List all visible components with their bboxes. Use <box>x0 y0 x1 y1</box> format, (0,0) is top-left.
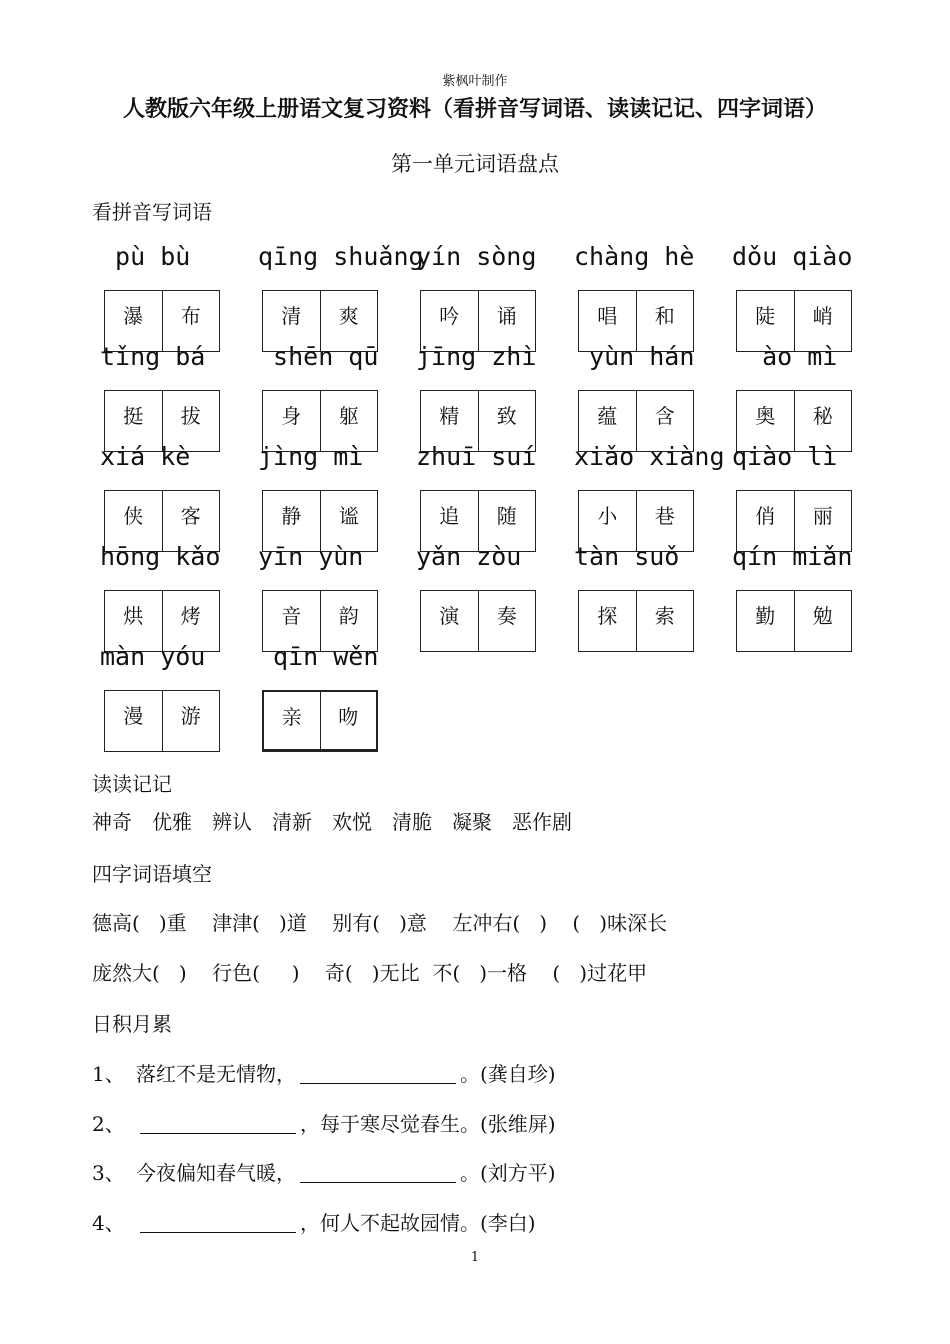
character-slot: 亲 <box>281 705 302 729</box>
reading-word: 神奇 <box>92 810 132 834</box>
character-slot: 勉 <box>794 591 852 651</box>
pinyin-word-cell <box>100 240 260 340</box>
pinyin-word-cell <box>416 340 576 440</box>
character-slot: 峭 <box>794 291 852 351</box>
character-slot: 挺 <box>123 404 144 428</box>
answer-blank[interactable] <box>140 1210 296 1233</box>
verse-item <box>92 1207 536 1236</box>
character-box[interactable] <box>104 690 220 752</box>
pinyin-word-cell <box>100 440 260 540</box>
pinyin-word-cell <box>732 540 892 640</box>
verse-before: 落红不是无情物， <box>136 1062 296 1086</box>
character-box[interactable] <box>736 590 852 652</box>
character-slot: 探 <box>597 604 618 628</box>
pinyin-word-cell <box>258 540 418 640</box>
character-slot: 俏 <box>755 504 776 528</box>
pinyin-word-cell <box>258 240 424 340</box>
character-slot: 布 <box>162 291 220 351</box>
pinyin-text: yǎn zòu <box>416 542 522 571</box>
character-slot: 谧 <box>320 491 378 551</box>
verse-number: 1、 <box>92 1062 125 1086</box>
character-slot: 爽 <box>320 291 378 351</box>
pinyin-text: zhuī suí <box>416 442 537 471</box>
verse-after: 。(龚自珍) <box>460 1062 556 1086</box>
pinyin-text: shēn qū <box>258 342 379 371</box>
character-slot: 随 <box>478 491 536 551</box>
character-slot: 和 <box>636 291 694 351</box>
pinyin-word-cell <box>732 340 892 440</box>
character-slot: 漫 <box>123 704 144 728</box>
reading-word: 优雅 <box>152 810 192 834</box>
reading-word: 清脆 <box>392 810 432 834</box>
reading-word: 清新 <box>272 810 312 834</box>
pinyin-word-cell <box>100 540 260 640</box>
verse-item <box>92 1058 556 1087</box>
pinyin-text: xiá kè <box>100 442 191 471</box>
pinyin-grid <box>100 240 860 760</box>
pinyin-text: yín sòng <box>416 242 537 271</box>
character-slot: 唱 <box>597 304 618 328</box>
reading-word: 欢悦 <box>332 810 372 834</box>
character-box[interactable] <box>262 690 378 752</box>
character-slot: 蕴 <box>597 404 618 428</box>
pinyin-word-cell <box>258 440 418 540</box>
character-slot: 韵 <box>320 591 378 651</box>
character-box[interactable] <box>420 590 536 652</box>
character-slot: 吟 <box>439 304 460 328</box>
pinyin-word-cell <box>574 540 734 640</box>
character-slot: 含 <box>636 391 694 451</box>
pinyin-text: qín miǎn <box>732 542 853 571</box>
verse-after: ，每于寒尽觉春生。(张维屏) <box>300 1112 556 1136</box>
pinyin-text: yùn hán <box>574 342 695 371</box>
answer-blank[interactable] <box>300 1061 456 1084</box>
reading-heading: 读读记记 <box>92 772 172 796</box>
pinyin-text: ào mì <box>732 342 838 371</box>
pinyin-text: dǒu qiào <box>732 242 853 271</box>
character-slot: 音 <box>281 604 302 628</box>
character-slot: 瀑 <box>123 304 144 328</box>
character-slot: 巷 <box>636 491 694 551</box>
verse-number: 3、 <box>92 1161 125 1185</box>
reading-word: 恶作剧 <box>512 810 572 834</box>
character-slot: 陡 <box>755 304 776 328</box>
page-number: 1 <box>470 1250 480 1265</box>
pinyin-word-cell <box>100 640 260 740</box>
pinyin-text: màn yóu <box>100 642 206 671</box>
answer-blank[interactable] <box>140 1111 296 1134</box>
character-slot: 精 <box>439 404 460 428</box>
pinyin-text: qiào lì <box>732 442 838 471</box>
accumulation-heading: 日积月累 <box>92 1012 172 1036</box>
pinyin-word-cell <box>732 440 892 540</box>
pinyin-text: tǐng bá <box>100 342 206 371</box>
character-slot: 索 <box>636 591 694 651</box>
pinyin-word-cell <box>574 240 734 340</box>
character-slot: 奏 <box>478 591 536 651</box>
unit-title: 第一单元词语盘点 <box>391 152 559 176</box>
answer-blank[interactable] <box>300 1160 456 1183</box>
character-slot: 躯 <box>320 391 378 451</box>
pinyin-word-cell <box>100 340 260 440</box>
idioms-heading: 四字词语填空 <box>92 862 212 886</box>
pinyin-word-cell <box>416 240 576 340</box>
character-slot: 客 <box>162 491 220 551</box>
pinyin-text: qīng shuǎng <box>258 242 424 271</box>
header-note: 紫枫叶制作 <box>442 74 508 89</box>
reading-word-list <box>92 806 592 835</box>
verse-before: 今夜偏知春气暖， <box>136 1161 296 1185</box>
document-title: 人教版六年级上册语文复习资料（看拼音写词语、读读记记、四字词语） <box>122 97 827 122</box>
pinyin-text: chàng hè <box>574 242 695 271</box>
character-slot: 小 <box>597 504 618 528</box>
pinyin-word-cell <box>258 640 418 740</box>
character-slot: 烘 <box>123 604 144 628</box>
pinyin-text: jìng mì <box>258 442 364 471</box>
pinyin-text: qīn wěn <box>258 642 379 671</box>
pinyin-word-cell <box>416 540 576 640</box>
reading-word: 凝聚 <box>452 810 492 834</box>
character-slot: 追 <box>439 504 460 528</box>
pinyin-word-cell <box>416 440 576 540</box>
idiom-row-1: 德高( )重 津津( )道 别有( )意 左冲右( ) ( )味深长 <box>92 911 668 935</box>
character-slot: 秘 <box>794 391 852 451</box>
verse-number: 2、 <box>92 1112 125 1136</box>
verse-after: ，何人不起故园情。(李白) <box>300 1211 536 1235</box>
character-slot: 侠 <box>123 504 144 528</box>
pinyin-word-cell <box>258 340 418 440</box>
character-slot: 烤 <box>162 591 220 651</box>
pinyin-word-cell <box>574 440 734 540</box>
pinyin-text: yīn yùn <box>258 542 364 571</box>
pinyin-word-cell <box>732 240 892 340</box>
character-slot: 诵 <box>478 291 536 351</box>
character-slot: 奥 <box>755 404 776 428</box>
pinyin-text: tàn suǒ <box>574 542 680 571</box>
character-slot: 演 <box>439 604 460 628</box>
character-slot: 拔 <box>162 391 220 451</box>
character-slot: 游 <box>162 691 220 751</box>
character-slot: 身 <box>281 404 302 428</box>
character-slot: 致 <box>478 391 536 451</box>
verse-item <box>92 1108 556 1137</box>
character-slot: 勤 <box>755 604 776 628</box>
character-slot: 静 <box>281 504 302 528</box>
pinyin-text: pù bù <box>100 242 191 271</box>
pinyin-text: xiǎo xiàng <box>574 442 725 471</box>
character-slot: 清 <box>281 304 302 328</box>
verse-item <box>92 1157 556 1186</box>
character-slot: 丽 <box>794 491 852 551</box>
character-slot: 吻 <box>320 692 377 749</box>
pinyin-word-cell <box>574 340 734 440</box>
idiom-row-2: 庞然大( ) 行色( ) 奇( )无比 不( )一格 ( )过花甲 <box>92 961 648 985</box>
reading-word: 辨认 <box>212 810 252 834</box>
verse-number: 4、 <box>92 1211 125 1235</box>
verse-after: 。(刘方平) <box>460 1161 556 1185</box>
character-box[interactable] <box>578 590 694 652</box>
pinyin-text: jīng zhì <box>416 342 537 371</box>
pinyin-section-heading: 看拼音写词语 <box>92 200 212 224</box>
pinyin-text: hōng kǎo <box>100 542 221 571</box>
